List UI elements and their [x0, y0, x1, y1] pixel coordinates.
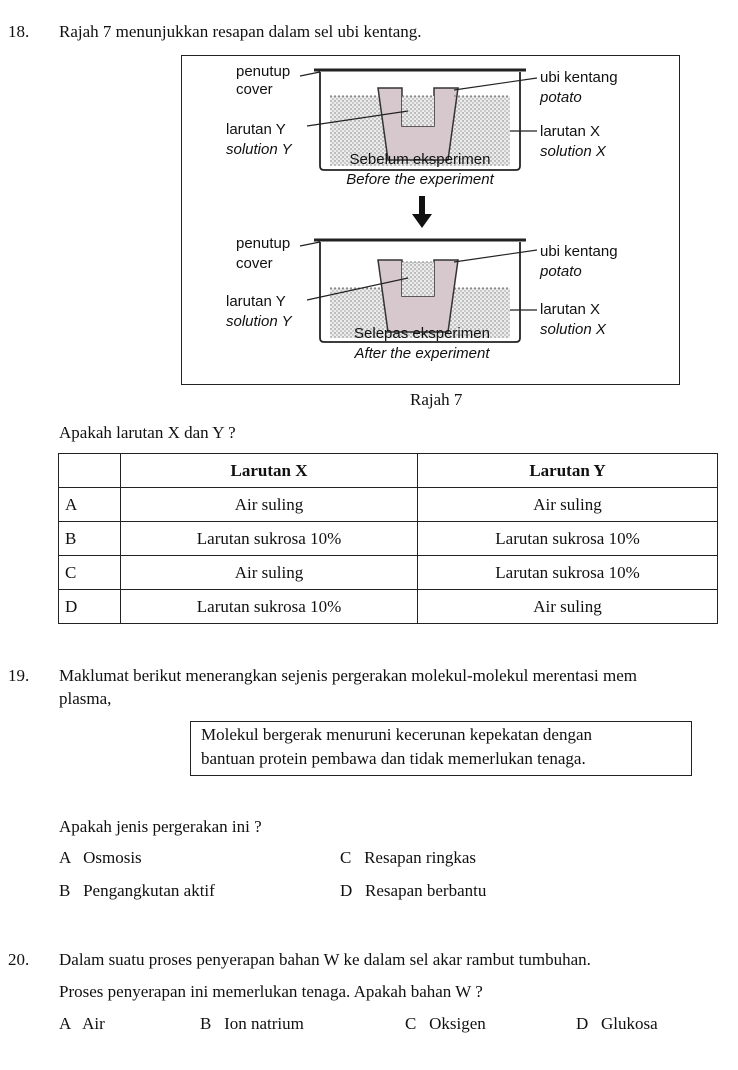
label-potato-ms-after: ubi kentang [540, 243, 618, 260]
table-cell: Air suling [121, 556, 418, 590]
figure-label: Rajah 7 [410, 390, 463, 409]
q19-question: Apakah jenis pergerakan ini ? [59, 817, 262, 836]
caption-before-en: Before the experiment [346, 171, 494, 188]
option-letter: A [59, 488, 121, 522]
label-cover-en-after: cover [236, 255, 273, 272]
q19-box-line1: Molekul bergerak menuruni kecerunan kepekatan dengan [201, 725, 592, 744]
label-solY-en-after: solution Y [226, 313, 292, 330]
option-letter: D [59, 590, 121, 624]
table-cell: Air suling [418, 590, 718, 624]
q19-info-box [190, 721, 692, 776]
label-solX-en-after: solution X [540, 321, 606, 338]
answer-table [58, 453, 718, 624]
table-cell: Air suling [418, 488, 718, 522]
q19-option-a[interactable]: A Osmosis [59, 848, 142, 867]
down-arrow-icon [412, 196, 432, 228]
table-row[interactable] [59, 488, 718, 522]
label-solX-en-before: solution X [540, 143, 606, 160]
table-cell: Larutan sukrosa 10% [418, 556, 718, 590]
q20-option-b[interactable]: B Ion natrium [200, 1014, 304, 1033]
q19-box-line2: bantuan protein pembawa dan tidak memerlukan tenaga. [201, 749, 586, 768]
label-solY-ms-after: larutan Y [226, 293, 286, 310]
label-cover-ms-after: penutup [236, 235, 291, 252]
table-cell: Larutan sukrosa 10% [121, 522, 418, 556]
q19-option-b[interactable]: B Pengangkutan aktif [59, 881, 215, 900]
q20-option-a[interactable]: A Air [59, 1014, 105, 1033]
table-header-cell: Larutan X [121, 454, 418, 488]
q20-stem-line2: Proses penyerapan ini memerlukan tenaga. Apakah bahan W ? [59, 982, 483, 1001]
figure-rajah-7 [181, 55, 680, 385]
q19-number: 19. [8, 666, 30, 685]
q18-number: 18. [8, 22, 30, 41]
table-row[interactable] [59, 590, 718, 624]
q20-option-d[interactable]: D Glukosa [576, 1014, 658, 1033]
table-cell: Larutan sukrosa 10% [121, 590, 418, 624]
caption-after-ms: Selepas eksperimen [354, 325, 490, 342]
q19-stem-line2: plasma, [59, 689, 112, 708]
q19-option-d[interactable]: D Resapan berbantu [340, 881, 487, 900]
table-cell: Air suling [121, 488, 418, 522]
label-potato-en-after: potato [540, 263, 582, 280]
label-solY-ms-before: larutan Y [226, 121, 286, 138]
q19-option-c[interactable]: C Resapan ringkas [340, 848, 476, 867]
label-cover-en-before: cover [236, 81, 273, 98]
caption-after-en: After the experiment [354, 345, 490, 362]
option-letter: B [59, 522, 121, 556]
table-cell: Larutan sukrosa 10% [418, 522, 718, 556]
table-header-cell [59, 454, 121, 488]
osmosis-diagram [182, 56, 681, 386]
table-row[interactable] [59, 556, 718, 590]
label-solY-en-before: solution Y [226, 141, 292, 158]
caption-before-ms: Sebelum eksperimen [349, 151, 491, 168]
label-cover-ms-before: penutup [236, 63, 291, 80]
q18-question: Apakah larutan X dan Y ? [59, 423, 236, 442]
table-header-row [59, 454, 718, 488]
solution-y-after [402, 262, 434, 296]
option-letter: C [59, 556, 121, 590]
label-potato-en-before: potato [540, 89, 582, 106]
q20-stem-line1: Dalam suatu proses penyerapan bahan W ke dalam sel akar rambut tumbuhan. [59, 950, 591, 969]
label-solX-ms-after: larutan X [540, 301, 601, 318]
table-row[interactable] [59, 522, 718, 556]
table-header-cell: Larutan Y [418, 454, 718, 488]
q19-stem-line1: Maklumat berikut menerangkan sejenis pergerakan molekul-molekul merentasi mem [59, 666, 637, 685]
q18-stem: Rajah 7 menunjukkan resapan dalam sel ubi kentang. [59, 22, 422, 41]
label-potato-ms-before: ubi kentang [540, 69, 618, 86]
q20-number: 20. [8, 950, 30, 969]
label-solX-ms-before: larutan X [540, 123, 601, 140]
q20-option-c[interactable]: C Oksigen [405, 1014, 486, 1033]
